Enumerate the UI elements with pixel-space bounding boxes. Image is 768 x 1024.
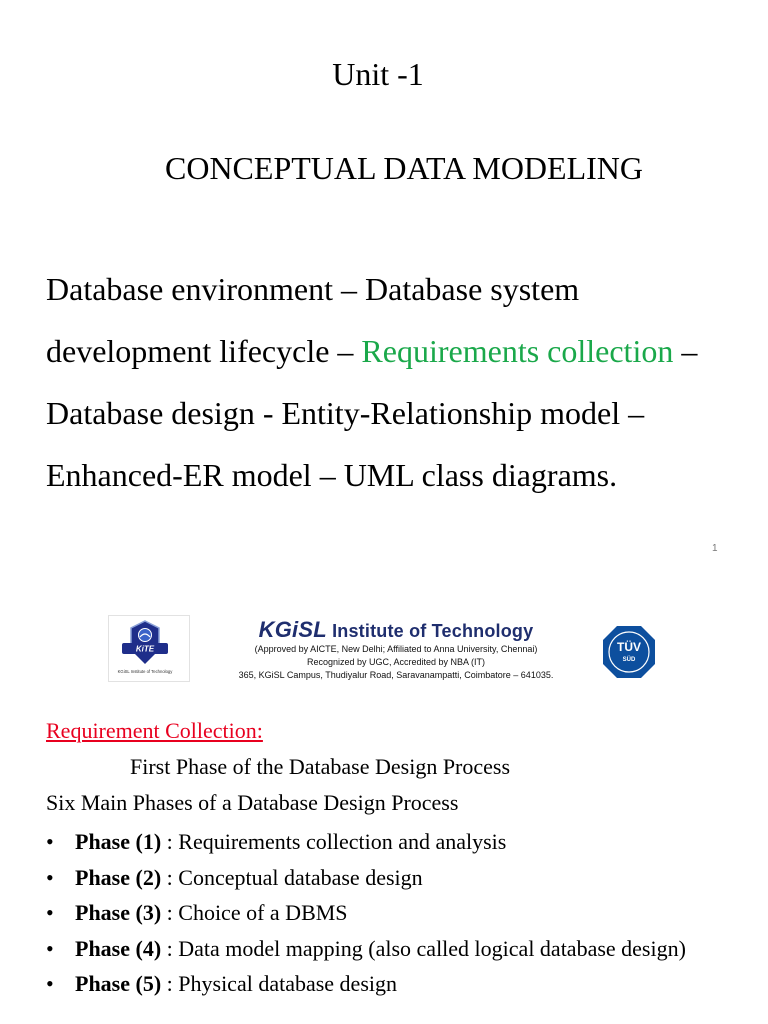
phase-item [46, 968, 726, 1000]
phase-label: Phase (4) [75, 935, 162, 961]
phase-label: Phase (2) [75, 864, 162, 890]
first-phase-subtitle: First Phase of the Database Design Process [130, 754, 511, 779]
institute-header [226, 617, 566, 682]
tuv-text: TÜV [617, 640, 641, 654]
phase-text: : Choice of a DBMS [161, 900, 348, 925]
approval-line: (Approved by AICTE, New Delhi; Affiliated to Anna University, Chennai) [254, 644, 538, 654]
kite-logo-text: KiTE [135, 644, 155, 654]
phase-label: Phase (1) [75, 829, 162, 854]
phase-item [46, 897, 726, 929]
tuv-logo [601, 624, 657, 680]
summary-highlight: Requirements collection [361, 333, 674, 369]
phase-item [46, 862, 726, 894]
tuv-certification-icon [601, 624, 657, 680]
phase-label: Phase (5) [75, 971, 162, 996]
recognition-line: Recognized by UGC, Accredited by NBA (IT) [306, 657, 486, 667]
six-phases-intro: Six Main Phases of a Database Design Process [46, 790, 459, 815]
phase-label: Phase (3) [75, 900, 162, 925]
phase-list [46, 826, 726, 1004]
unit-summary [46, 258, 746, 506]
institute-name-text: Institute of Technology [332, 621, 534, 641]
phase-text: : Requirements collection and analysis [161, 829, 507, 854]
phase-item [46, 933, 726, 965]
address-line: 365, KGiSL Campus, Thudiyalur Road, Saravanampatti, Coimbatore – 641035. [238, 670, 554, 680]
summary-text-1: Database environment – Database system development lifecycle – [46, 271, 580, 369]
phase-item [46, 826, 726, 858]
phase-text: : Physical database design [161, 971, 397, 996]
tuv-sub-text: SÜD [622, 657, 636, 663]
page-number: 1 [712, 543, 718, 554]
phase-text: : Data model mapping (also called logical database design) [161, 935, 686, 961]
summary-text-2: – Database design - Entity-Relationship model – Enhanced-ER model – UML class diagrams. [46, 333, 698, 493]
requirement-collection-heading: Requirement Collection: [46, 718, 263, 743]
kite-emblem-icon [109, 616, 189, 681]
institute-brand: KGiSL [258, 617, 327, 642]
kite-logo [108, 615, 190, 682]
phase-text: : Conceptual database design [161, 864, 423, 890]
kite-logo-caption: KGiSL Institute of Technology [117, 669, 173, 674]
slide-heading: CONCEPTUAL DATA MODELING [164, 150, 643, 186]
unit-title: Unit -1 [332, 56, 424, 92]
institute-name [226, 617, 566, 643]
